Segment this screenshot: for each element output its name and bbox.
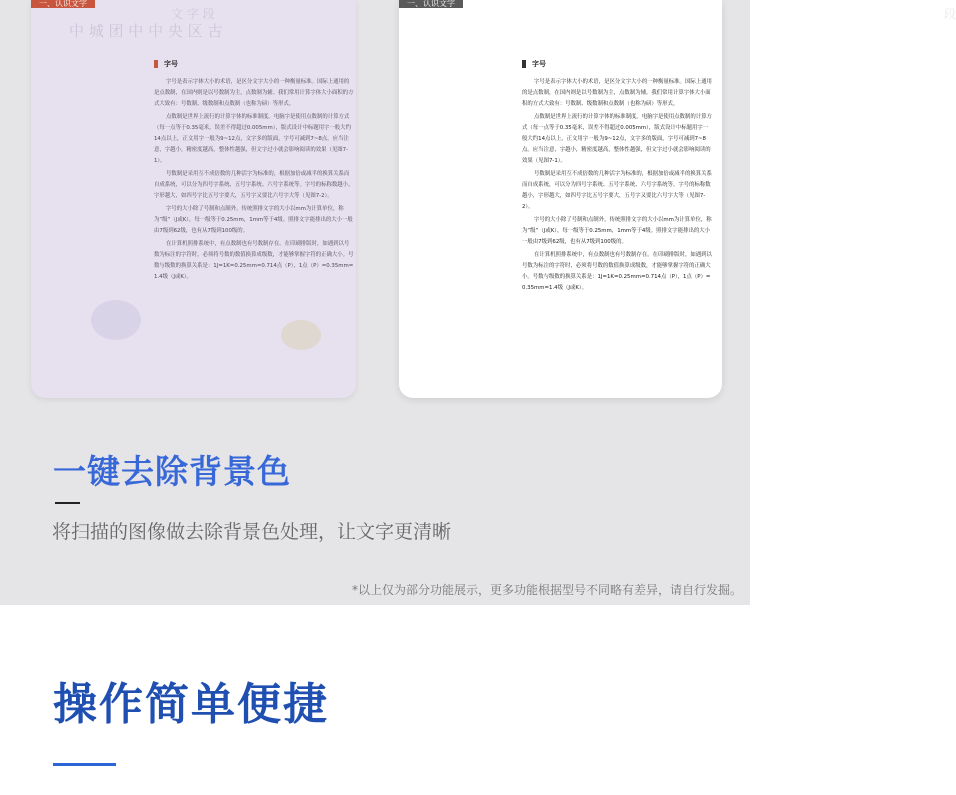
stain-mark [281,320,321,350]
document-paragraph: 字号的大小除了号制和点制外，传统照排文字的大小以mm为计算单位，称为“级”（J或K），每一级等于0.25mm，1mm等于4级。照排文字能排出的大小一般由7级到62级，也有从7级到100级的。 [522,217,712,245]
document-heading-text: 字号 [532,60,546,68]
ghost-background-text-3: 段 [944,7,956,21]
cleaned-document [522,59,712,296]
document-paragraph: 点数制是世界上流行的计算字体的标准制度。电脑字是使用点数制的计算方式（每一点等于0.35毫米，误差不得超过0.005mm），版式设计中标题用字一般大约14点以上，正文用字一般为9~12点，文字多的版面，字号可减到7~8点。应当注意，字越小，精密度越高，整体性越强，但文字过小就会影响阅读的效果（见图7-1）。 [522,114,712,164]
document-paragraph: 在计算机照排系统中，有点数制也有号数制存在。在印刷排版时，如遇到以号数为标注的字符时，必须将号数的数值换算成级数，才能够掌握字符的正确大小。号数与级数的换算关系是：1J=1K=0.25mm=0.714点（P），1点（P）=0.35mm=1.4级（J或K）。 [154,241,354,280]
ghost-background-text-2: 文 字 段 [171,7,215,21]
feature-title: 一键去除背景色 [53,452,291,491]
document-paragraph: 号数制是采用互不成倍数的几种活字为标准的，根据加倍或减半的换算关系而自成系统，可以分为四号字系统、五号字系统、六号字系统等。字号的标称数越小，字形越大，如四号字比五号字要大，五号字又要比六号字大等（见图7-2）。 [154,171,354,199]
document-paragraph: 在计算机照排系统中，有点数制也有号数制存在。在印刷排版时，如遇到以号数为标注的字符时，必须将号数的数值换算成级数，才能够掌握字符的正确大小。号数与级数的换算关系是：1J=1K=0.25mm=0.714点（P），1点（P）=0.35mm=1.4级（J或K）。 [522,252,712,291]
heading-marker-icon [522,60,526,68]
document-paragraph: 号数制是采用互不成倍数的几种活字为标准的，根据加倍或减半的换算关系而自成系统，可以分为四号字系统、五号字系统、六号字系统等。字号的标称数越小，字形越大，如四号字比五号字要大，五号字又要比六号字大等（见图7-2）。 [522,171,712,210]
after-clean-card [399,0,956,398]
disclaimer-note: *以上仅为部分功能展示，更多功能根据型号不同略有差异，请自行发掘。 [351,583,742,597]
document-heading-text: 字号 [164,60,178,68]
section-title: 操作简单便捷 [53,679,329,730]
document-paragraph: 字号是表示字体大小的术语，是区分文字大小的一种衡量标准。国际上通用的是点数制，在国内则是以号数制为主，点数制为辅。我们常用计算字体大小面积的方式大致有：号数制、级数制和点数制（也称为磅）等形式。 [522,79,712,107]
document-heading [74,59,354,69]
document-paragraph: 字号的大小除了号制和点制外，传统照排文字的大小以mm为计算单位，称为“级”（J或K），每一级等于0.25mm，1mm等于4级。照排文字能排出的大小一般由7级到62级，也有从7级到100级的。 [154,206,353,234]
chapter-tag: 一、认识文字 [31,0,95,8]
title-underline [55,502,80,504]
stain-mark [91,300,141,340]
scanned-document [154,59,354,285]
ghost-background-text: 中 城 团 中 中 央 区 古 [69,22,223,40]
feature-description: 将扫描的图像做去除背景色处理，让文字更清晰 [52,521,452,543]
document-paragraph: 点数制是世界上流行的计算字体的标准制度。电脑字是使用点数制的计算方式（每一点等于0.35毫米，误差不得超过0.005mm），版式设计中标题用字一般大约14点以上，正文用字一般为9~12点，文字多的版面，字号可减到7~8点。应当注意，字越小，精密度越高，整体性越强，但文字过小就会影响阅读的效果（见图7-1）。 [154,114,351,164]
document-heading [442,59,712,69]
section-underline [53,763,116,766]
heading-marker-icon [154,60,158,68]
before-scan-card [31,0,356,398]
document-paragraph: 字号是表示字体大小的术语，是区分文字大小的一种衡量标准。国际上通用的是点数制，在国内则是以号数制为主，点数制为辅。我们常用计算字体大小面积的方式大致有：号数制、级数制和点数制（也称为磅）等形式。 [154,79,354,107]
chapter-tag: 一、认识文字 [399,0,463,8]
